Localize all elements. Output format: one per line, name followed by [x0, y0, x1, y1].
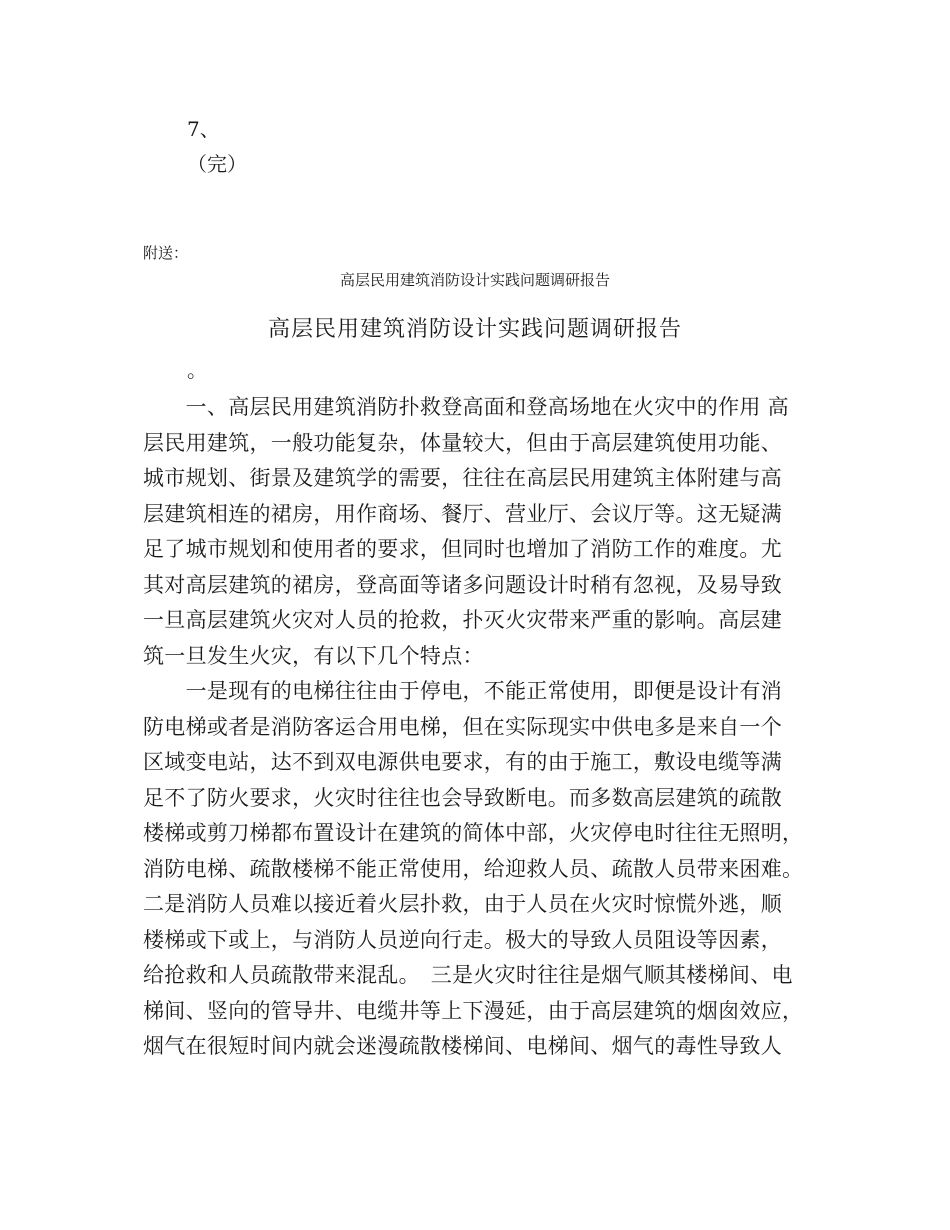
body-line: 一是现有的电梯往往由于停电，不能正常使用，即便是设计有消 [143, 679, 782, 703]
appendix-small-title: 高层民用建筑消防设计实践问题调研报告 [339, 271, 610, 289]
report-title: 高层民用建筑消防设计实践问题调研报告 [267, 317, 682, 342]
body-line: 层建筑相连的裙房，用作商场、餐厅、营业厅、会议厅等。这无疑满 [143, 502, 782, 526]
body-line: 烟气在很短时间内就会迷漫疏散楼梯间、电梯间、烟气的毒性导致人 [143, 1034, 782, 1058]
body-line: 二是消防人员难以接近着火层扑救，由于人员在火灾时惊慌外逃，顺 [143, 892, 782, 916]
body-line: 楼梯或下或上，与消防人员逆向行走。极大的导致人员阻设等因素， [143, 928, 782, 952]
body-line: 层民用建筑，一般功能复杂，体量较大，但由于高层建筑使用功能、 [143, 431, 782, 455]
appendix-label: 附送： [143, 244, 189, 262]
item-number: 7、 [187, 117, 220, 141]
body-line: 一旦高层建筑火灾对人员的抢救，扑灭火灾带来严重的影响。高层建 [143, 608, 782, 632]
lead-mark: 。 [187, 358, 207, 382]
end-mark: （完） [187, 152, 247, 176]
body-line: 一、高层民用建筑消防扑救登高面和登高场地在火灾中的作用 高 [143, 395, 789, 419]
body-line: 其对高层建筑的裙房，登高面等诸多问题设计时稍有忽视，及易导致 [143, 573, 782, 597]
body-line: 防电梯或者是消防客运合用电梯，但在实际现实中供电多是来自一个 [143, 715, 782, 739]
body-line: 消防电梯、疏散楼梯不能正常使用，给迎救人员、疏散人员带来困难。 [143, 857, 804, 881]
body-line: 给抢救和人员疏散带来混乱。 三是火灾时往往是烟气顺其楼梯间、电 [143, 963, 793, 987]
body-line: 楼梯或剪刀梯都布置设计在建筑的简体中部，火灾停电时往往无照明， [143, 821, 804, 845]
body-line: 足不了防火要求，火灾时往往也会导致断电。而多数高层建筑的疏散 [143, 786, 782, 810]
body-line: 足了城市规划和使用者的要求，但同时也增加了消防工作的难度。尤 [143, 537, 782, 561]
body-line: 区域变电站，达不到双电源供电要求，有的由于施工，敷设电缆等满 [143, 750, 782, 774]
body-line: 城市规划、街景及建筑学的需要，往往在高层民用建筑主体附建与高 [143, 466, 782, 490]
body-line: 筑一旦发生火灾，有以下几个特点： [143, 644, 484, 668]
body-line: 梯间、竖向的管导井、电缆井等上下漫延，由于高层建筑的烟囱效应， [143, 999, 804, 1023]
